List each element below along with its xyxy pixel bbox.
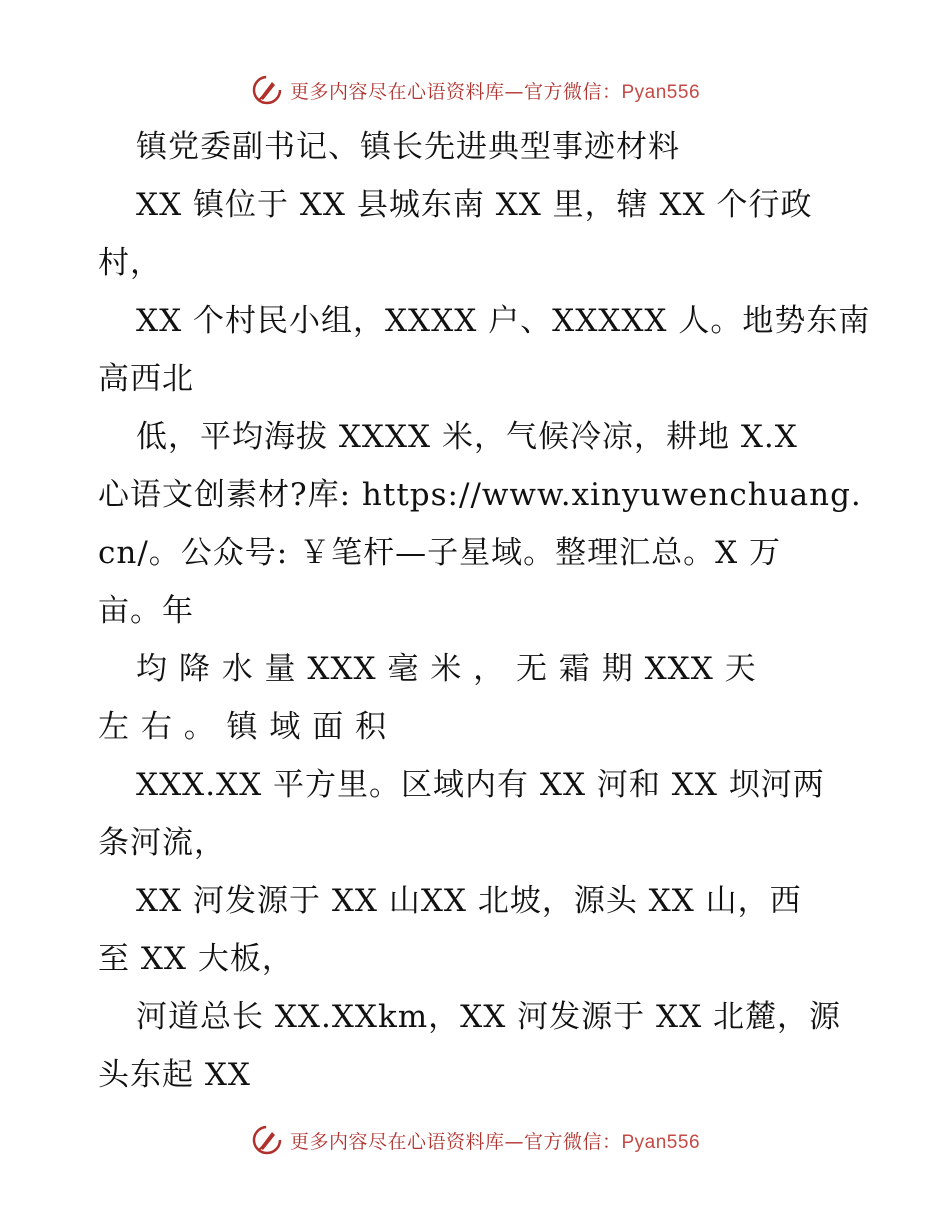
paragraph-line: 头东起 XX (98, 1057, 251, 1093)
wechat-id: Pyan556 (621, 81, 701, 103)
quill-logo-icon (250, 1123, 284, 1157)
paragraph-line: 村， (98, 245, 162, 281)
doc-title: 镇党委副书记、镇长先进典型事迹材料 (136, 129, 680, 165)
footer-banner (0, 1122, 950, 1158)
paragraph-line: 高西北 (98, 361, 194, 397)
paragraph-line: cn/。公众号: ￥笔杆—子星域。整理汇总。X 万 (98, 535, 781, 571)
paragraph-line: XX 河发源于 XX 山XX 北坡，源头 XX 山，西 (136, 883, 802, 919)
quill-logo-icon (250, 73, 284, 107)
paragraph-line: XX 个村民小组，XXXX 户、XXXXX 人。地势东南 (136, 303, 871, 339)
paragraph-line: 条河流， (98, 825, 226, 861)
paragraph-line: 均 降 水 量 XXX 毫 米 ， 无 霜 期 XXX 天 (136, 651, 757, 687)
paragraph-line: 亩。年 (98, 593, 194, 629)
paragraph-line: 低，平均海拔 XXXX 米，气候冷凉，耕地 X.X (136, 419, 798, 455)
paragraph-line: 心语文创素材?库: https://www.xinyuwenchuang. (98, 477, 862, 513)
header-banner (0, 72, 950, 108)
paragraph-line: 左 右 。 镇 域 面 积 (98, 709, 388, 745)
banner-text: 更多内容尽在心语资料库—官方微信：Pyan556 (289, 1130, 701, 1153)
document-body (98, 118, 871, 1104)
paragraph-line: XX 镇位于 XX 县城东南 XX 里，辖 XX 个行政 (136, 187, 813, 223)
paragraph-line: 河道总长 XX.XXkm，XX 河发源于 XX 北麓，源 (136, 999, 842, 1035)
wechat-id: Pyan556 (621, 1131, 701, 1153)
banner-text: 更多内容尽在心语资料库—官方微信：Pyan556 (289, 80, 701, 103)
paragraph-line: XXX.XX 平方里。区域内有 XX 河和 XX 坝河两 (136, 767, 825, 803)
paragraph-line: 至 XX 大板， (98, 941, 294, 977)
